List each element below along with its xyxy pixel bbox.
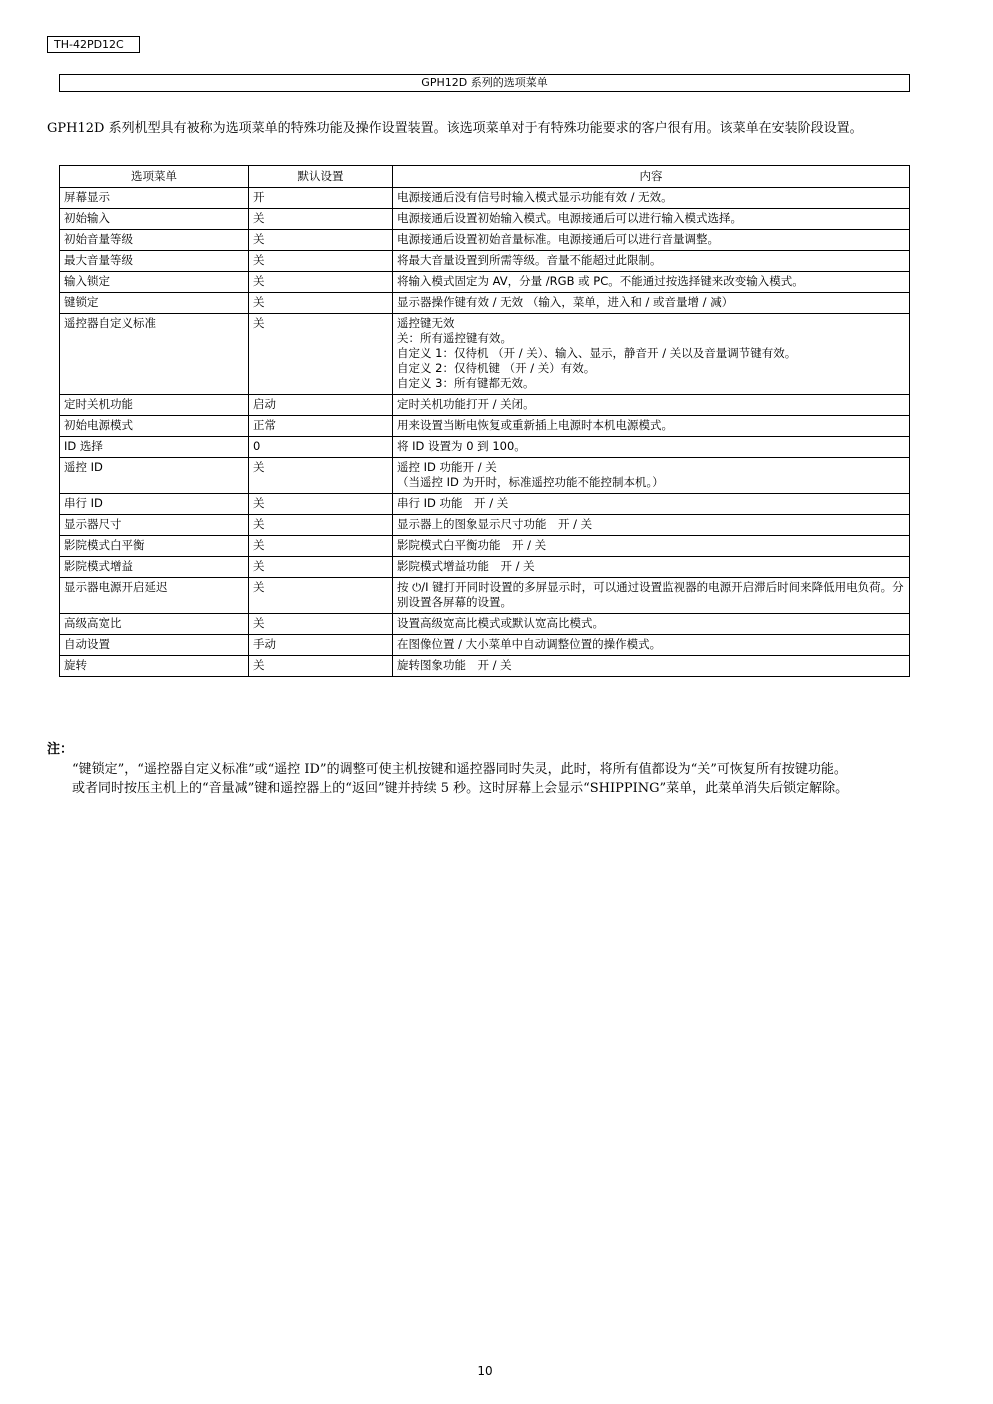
option-name-cell: 显示器尺寸: [60, 515, 249, 536]
option-name-cell: 旋转: [60, 656, 249, 677]
content-cell: [393, 656, 910, 677]
notes-label: 注：: [47, 742, 74, 757]
table-row: [60, 251, 910, 272]
option-name-cell: 显示器电源开启延迟: [60, 578, 249, 614]
option-name-cell: 高级高宽比: [60, 614, 249, 635]
section-title: GPH12D 系列的选项菜单: [59, 74, 910, 92]
default-value-cell: 关: [249, 293, 393, 314]
content-line: 自定义 3：所有键都无效。: [397, 376, 535, 390]
option-name-cell: 遥控 ID: [60, 458, 249, 494]
option-name-cell: ID 选择: [60, 437, 249, 458]
content-cell: [393, 251, 910, 272]
content-line: 自定义 2：仅待机键 （开 / 关）有效。: [397, 361, 596, 375]
table-row: [60, 395, 910, 416]
content-cell: [393, 515, 910, 536]
table-row: [60, 188, 910, 209]
option-name-cell: 初始音量等级: [60, 230, 249, 251]
default-value-cell: 手动: [249, 635, 393, 656]
content-cell: [393, 578, 910, 614]
table-row: [60, 515, 910, 536]
content-cell: [393, 416, 910, 437]
content-cell: [393, 536, 910, 557]
default-value-cell: 启动: [249, 395, 393, 416]
header-content: 内容: [393, 166, 910, 188]
default-value-cell: 关: [249, 656, 393, 677]
default-value-cell: 关: [249, 557, 393, 578]
option-name-cell: 最大音量等级: [60, 251, 249, 272]
content-line: 电源接通后设置初始音量标准。电源接通后可以进行音量调整。: [397, 232, 719, 246]
table-row: [60, 578, 910, 614]
option-name-cell: 初始电源模式: [60, 416, 249, 437]
model-label: TH-42PD12C: [47, 36, 140, 53]
table-row: [60, 437, 910, 458]
options-table: [59, 165, 910, 677]
notes: [47, 740, 927, 799]
content-line: 遥控键无效: [397, 316, 455, 330]
note-paragraph: 或者同时按压主机上的“音量减”键和遥控器上的“返回”键并持续 5 秒。这时屏幕上会显示“SHIPPING”菜单，此菜单消失后锁定解除。: [72, 781, 849, 796]
table-row: [60, 209, 910, 230]
table-row: [60, 458, 910, 494]
table-body: [60, 188, 910, 677]
content-line: （当遥控 ID 为开时，标准遥控功能不能控制本机。）: [397, 475, 664, 489]
content-line: 将最大音量设置到所需等级。音量不能超过此限制。: [397, 253, 662, 267]
content-cell: [393, 188, 910, 209]
content-line: 自定义 1：仅待机 （开 / 关）、输入、显示，静音开 / 关以及音量调节键有效。: [397, 346, 797, 360]
table-row: [60, 314, 910, 395]
note-paragraph: “键锁定”，“遥控器自定义标准”或“遥控 ID”的调整可使主机按键和遥控器同时失灵，此时，将所有值都设为“关”可恢复所有按键功能。: [72, 761, 847, 777]
default-value-cell: 0: [249, 437, 393, 458]
content-line: 影院模式白平衡功能 开 / 关: [397, 538, 547, 552]
content-line: 电源接通后设置初始输入模式。电源接通后可以进行输入模式选择。: [397, 211, 742, 225]
default-value-cell: 开: [249, 188, 393, 209]
content-line: 定时关机功能打开 / 关闭。: [397, 397, 535, 411]
content-cell: [393, 272, 910, 293]
content-cell: [393, 494, 910, 515]
default-value-cell: 关: [249, 209, 393, 230]
content-line: 旋转图象功能 开 / 关: [397, 658, 512, 672]
content-cell: [393, 395, 910, 416]
content-line: 串行 ID 功能 开 / 关: [397, 496, 509, 510]
option-name-cell: 定时关机功能: [60, 395, 249, 416]
table-header-row: [60, 166, 910, 188]
default-value-cell: 关: [249, 230, 393, 251]
default-value-cell: 关: [249, 272, 393, 293]
content-line: 显示器操作键有效 / 无效 （输入，菜单，进入和 / 或音量增 / 减）: [397, 295, 734, 309]
content-cell: [393, 209, 910, 230]
header-default: 默认设置: [249, 166, 393, 188]
page-number: 10: [477, 1364, 493, 1378]
content-cell: [393, 230, 910, 251]
default-value-cell: 关: [249, 578, 393, 614]
option-name-cell: 自动设置: [60, 635, 249, 656]
table-row: [60, 494, 910, 515]
table-row: [60, 656, 910, 677]
default-value-cell: 关: [249, 251, 393, 272]
content-line: 将输入模式固定为 AV，分量 /RGB 或 PC。不能通过按选择键来改变输入模式。: [397, 274, 804, 288]
option-name-cell: 影院模式增益: [60, 557, 249, 578]
intro-text: GPH12D 系列机型具有被称为选项菜单的特殊功能及操作设置装置。该选项菜单对于有特殊功能要求的客户很有用。该菜单在安装阶段设置。: [47, 121, 863, 136]
default-value-cell: 关: [249, 614, 393, 635]
content-cell: [393, 458, 910, 494]
option-name-cell: 屏幕显示: [60, 188, 249, 209]
default-value-cell: 关: [249, 314, 393, 395]
option-name-cell: 输入锁定: [60, 272, 249, 293]
content-line: 关：所有遥控键有效。: [397, 331, 512, 345]
content-cell: [393, 293, 910, 314]
table-row: [60, 230, 910, 251]
option-name-cell: 影院模式白平衡: [60, 536, 249, 557]
default-value-cell: 关: [249, 494, 393, 515]
table-row: [60, 614, 910, 635]
header-option: 选项菜单: [60, 166, 249, 188]
table-row: [60, 536, 910, 557]
content-line: 用来设置当断电恢复或重新插上电源时本机电源模式。: [397, 418, 673, 432]
content-cell: [393, 614, 910, 635]
option-name-cell: 串行 ID: [60, 494, 249, 515]
content-line: 在图像位置 / 大小菜单中自动调整位置的操作模式。: [397, 637, 662, 651]
table-row: [60, 557, 910, 578]
default-value-cell: 关: [249, 536, 393, 557]
content-line: 设置高级宽高比模式或默认宽高比模式。: [397, 616, 604, 630]
table-row: [60, 635, 910, 656]
content-line: 影院模式增益功能 开 / 关: [397, 559, 535, 573]
content-cell: [393, 557, 910, 578]
content-cell: [393, 635, 910, 656]
content-cell: [393, 314, 910, 395]
table-row: [60, 416, 910, 437]
default-value-cell: 正常: [249, 416, 393, 437]
table-row: [60, 293, 910, 314]
default-value-cell: 关: [249, 515, 393, 536]
content-cell: [393, 437, 910, 458]
content-line: 电源接通后没有信号时输入模式显示功能有效 / 无效。: [397, 190, 673, 204]
content-line: 按 ⏻/I 键打开同时设置的多屏显示时，可以通过设置监视器的电源开启滞后时间来降低用电负荷。分别设置各屏幕的设置。: [397, 580, 904, 609]
content-line: 将 ID 设置为 0 到 100。: [397, 439, 526, 453]
content-line: 遥控 ID 功能开 / 关: [397, 460, 497, 474]
default-value-cell: 关: [249, 458, 393, 494]
content-line: 显示器上的图象显示尺寸功能 开 / 关: [397, 517, 593, 531]
option-name-cell: 键锁定: [60, 293, 249, 314]
option-name-cell: 初始输入: [60, 209, 249, 230]
table-row: [60, 272, 910, 293]
option-name-cell: 遥控器自定义标准: [60, 314, 249, 395]
